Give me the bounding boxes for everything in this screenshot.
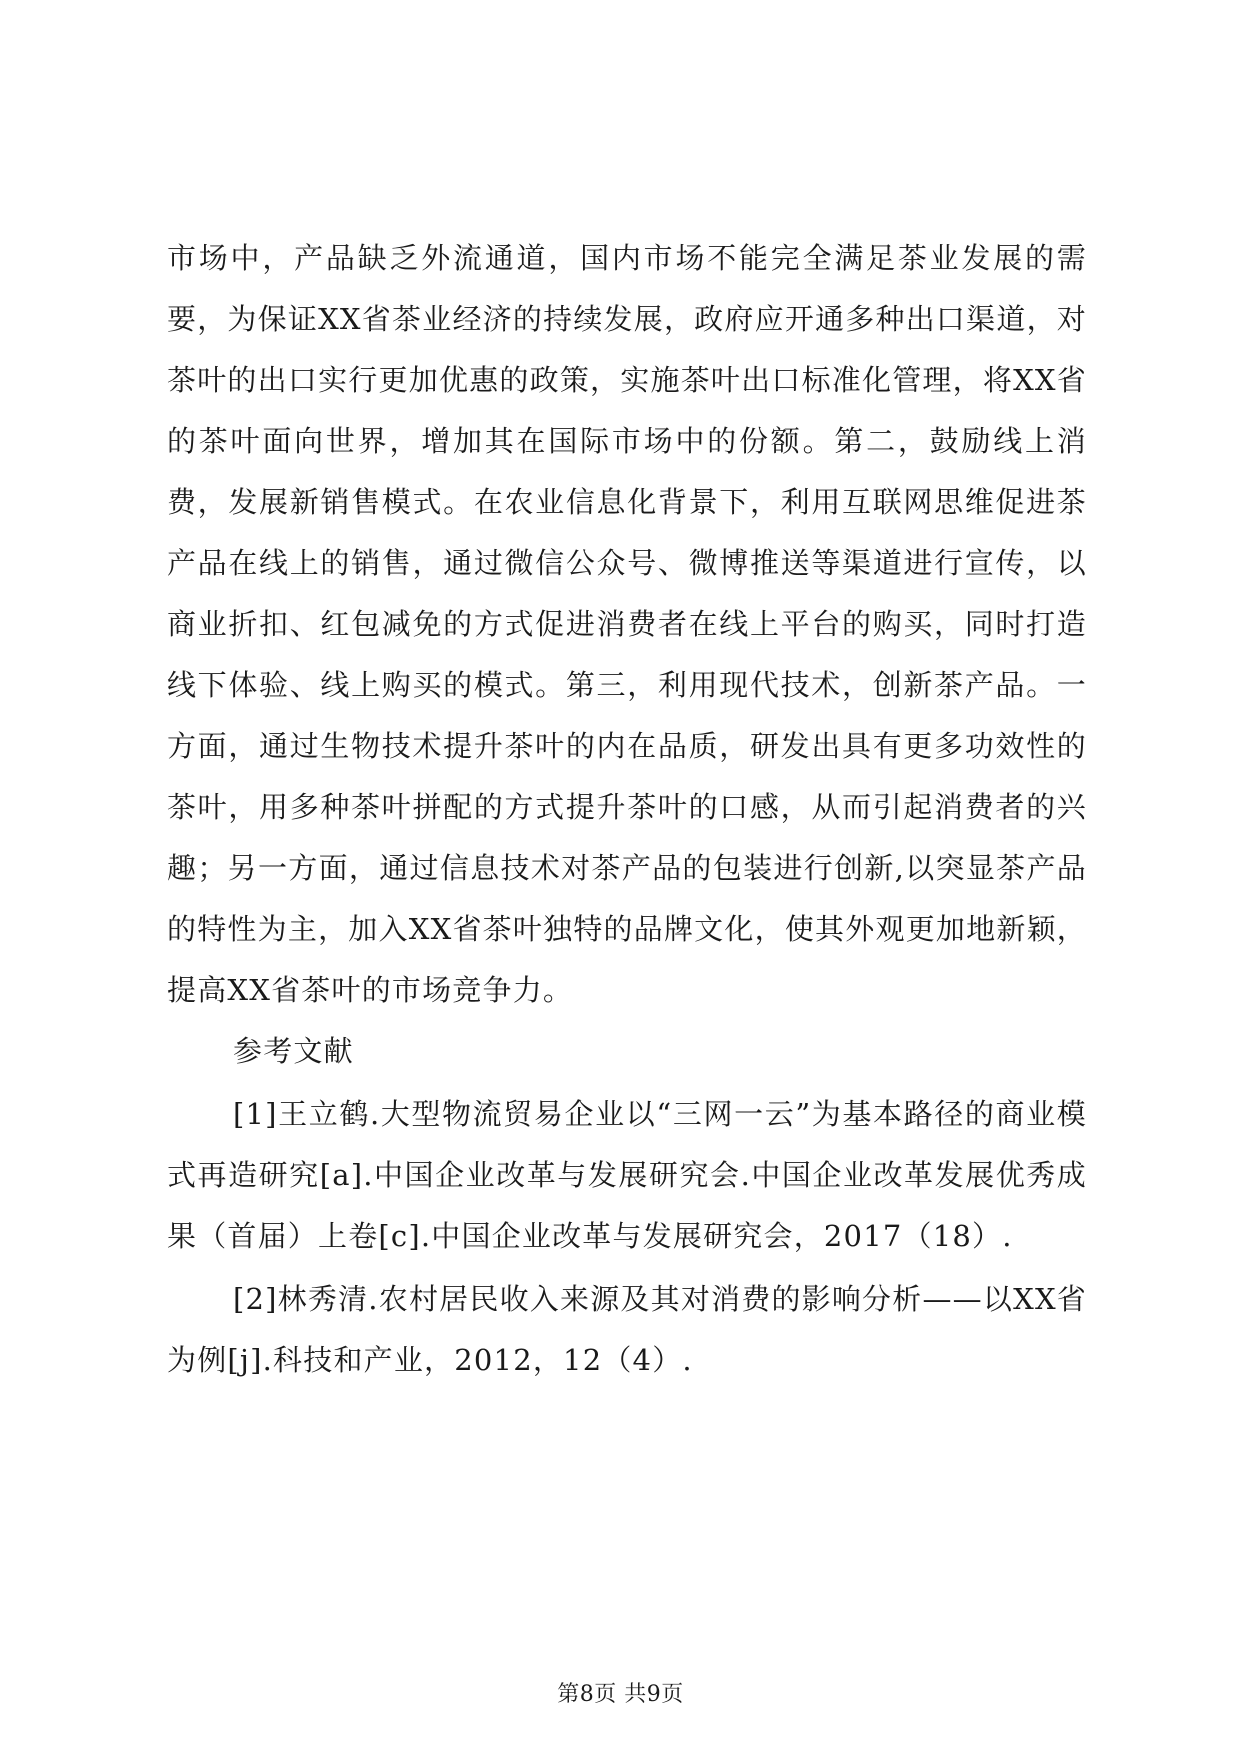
reference-item-2: [2]林秀清.农村居民收入来源及其对消费的影响分析——以XX省为例[j].科技和产业，2012，12（4）. [167,1282,1087,1377]
page-number: 第8页 共9页 [557,1682,684,1707]
references-heading: 参考文献 [233,1034,354,1068]
reference-item-1: [1]王立鹤.大型物流贸易企业以“三网一云”为基本路径的商业模式再造研究[a].中国企业改革与发展研究会.中国企业改革发展优秀成果（首届）上卷[c].中国企业改革与发展研究会，2017（18）. [167,1097,1087,1253]
page-content [167,228,1087,1391]
page-footer [0,1680,1241,1710]
body-paragraph: 市场中，产品缺乏外流通道，国内市场不能完全满足茶业发展的需要，为保证XX省茶业经济的持续发展，政府应开通多种出口渠道，对茶叶的出口实行更加优惠的政策，实施茶叶出口标准化管理，将XX省的茶叶面向世界，增加其在国际市场中的份额。第二，鼓励线上消费，发展新销售模式。在农业信息化背景下，利用互联网思维促进茶产品在线上的销售，通过微信公众号、微博推送等渠道进行宣传，以商业折扣、红包减免的方式促进消费者在线上平台的购买，同时打造线下体验、线上购买的模式。第三，利用现代技术，创新茶产品。一方面，通过生物技术提升茶叶的内在品质，研发出具有更多功效性的茶叶，用多种茶叶拼配的方式提升茶叶的口感，从而引起消费者的兴趣；另一方面，通过信息技术对茶产品的包装进行创新,以突显茶产品的特性为主，加入XX省茶叶独特的品牌文化，使其外观更加地新颖，提高XX省茶叶的市场竞争力。 [167,241,1087,1007]
